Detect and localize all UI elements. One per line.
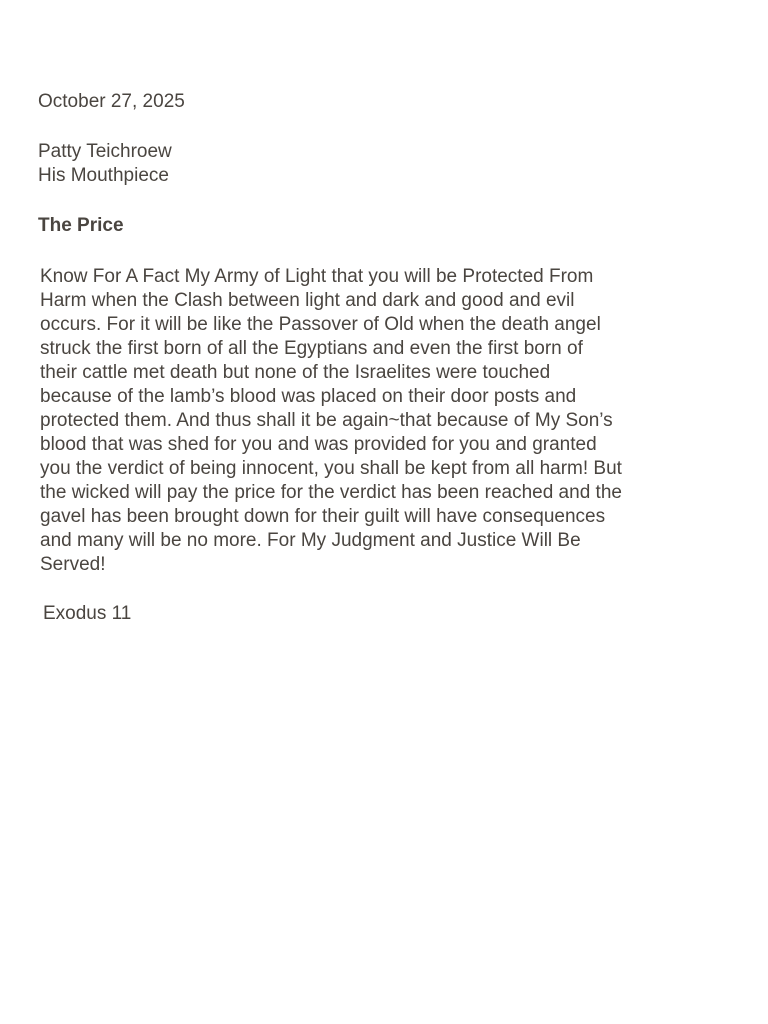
body-line: you the verdict of being innocent, you shall be kept from all harm! But: [40, 458, 622, 479]
author-role: His Mouthpiece: [38, 165, 169, 186]
body-line: and many will be no more. For My Judgment and Justice Will Be: [40, 530, 581, 551]
body-line: their cattle met death but none of the Israelites were touched: [40, 362, 551, 383]
author-block: [38, 140, 172, 188]
body-line: gavel has been brought down for their guilt will have consequences: [40, 506, 606, 527]
body-line: Know For A Fact My Army of Light that you will be Protected From: [40, 266, 594, 287]
letter-title: The Price: [38, 215, 124, 236]
body-line: blood that was shed for you and was provided for you and granted: [40, 434, 597, 455]
body-line: struck the first born of all the Egyptians and even the first born of: [40, 338, 583, 359]
body-line: because of the lamb’s blood was placed on their door posts and: [40, 386, 577, 407]
body-line: Served!: [40, 554, 106, 575]
body-line: protected them. And thus shall it be again~that because of My Son’s: [40, 410, 613, 431]
author-name: Patty Teichroew: [38, 141, 172, 162]
body-line: the wicked will pay the price for the verdict has been reached and the: [40, 482, 622, 503]
letter-date: October 27, 2025: [38, 91, 185, 112]
letter-body: [40, 265, 730, 577]
body-line: occurs. For it will be like the Passover of Old when the death angel: [40, 314, 601, 335]
scripture-reference: Exodus 11: [43, 603, 132, 624]
body-line: Harm when the Clash between light and dark and good and evil: [40, 290, 575, 311]
